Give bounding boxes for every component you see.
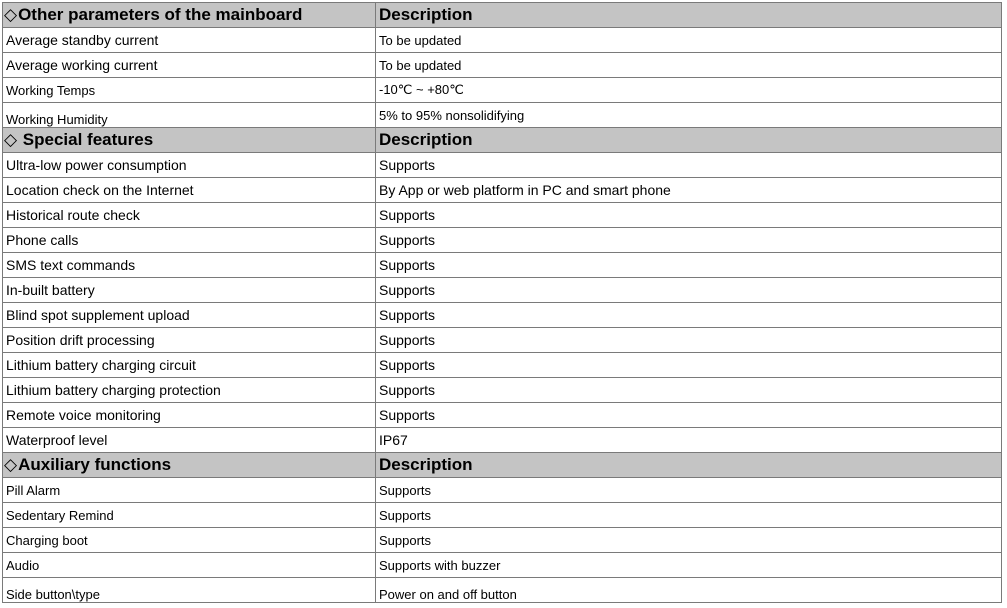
row-label: In-built battery bbox=[3, 278, 376, 303]
table-row bbox=[3, 353, 1002, 378]
row-label: Waterproof level bbox=[3, 428, 376, 453]
table-row bbox=[3, 553, 1002, 578]
section-header-auxiliary-functions bbox=[3, 453, 1002, 478]
diamond-icon: ◇ bbox=[4, 130, 18, 149]
row-label: Lithium battery charging circuit bbox=[3, 353, 376, 378]
description-header: Description bbox=[376, 3, 1002, 28]
table-row bbox=[3, 303, 1002, 328]
table-row bbox=[3, 503, 1002, 528]
row-value: Supports bbox=[376, 228, 1002, 253]
table-row bbox=[3, 328, 1002, 353]
row-label: Location check on the Internet bbox=[3, 178, 376, 203]
table-row bbox=[3, 228, 1002, 253]
row-value: Supports bbox=[376, 203, 1002, 228]
table-row bbox=[3, 478, 1002, 503]
table-row bbox=[3, 528, 1002, 553]
row-label: Average standby current bbox=[3, 28, 376, 53]
diamond-icon: ◇ bbox=[4, 455, 18, 474]
table-row bbox=[3, 103, 1002, 128]
row-label: Side button\type bbox=[3, 578, 376, 603]
row-label: SMS text commands bbox=[3, 253, 376, 278]
row-value: Supports bbox=[376, 253, 1002, 278]
row-value: -10℃ ~ +80℃ bbox=[376, 78, 1002, 103]
spec-table bbox=[2, 2, 1002, 603]
row-label: Average working current bbox=[3, 53, 376, 78]
row-value: By App or web platform in PC and smart phone bbox=[376, 178, 1002, 203]
row-label: Position drift processing bbox=[3, 328, 376, 353]
table-row bbox=[3, 53, 1002, 78]
row-label: Lithium battery charging protection bbox=[3, 378, 376, 403]
section-title: Other parameters of the mainboard bbox=[18, 5, 303, 24]
row-label: Charging boot bbox=[3, 528, 376, 553]
row-label: Working Temps bbox=[3, 78, 376, 103]
row-label: Audio bbox=[3, 553, 376, 578]
description-header: Description bbox=[376, 453, 1002, 478]
diamond-icon: ◇ bbox=[4, 5, 18, 24]
table-row bbox=[3, 28, 1002, 53]
row-label: Working Humidity bbox=[3, 103, 376, 128]
row-value: Supports bbox=[376, 503, 1002, 528]
row-value: To be updated bbox=[376, 28, 1002, 53]
row-value: Supports bbox=[376, 378, 1002, 403]
row-label: Blind spot supplement upload bbox=[3, 303, 376, 328]
row-value: Supports bbox=[376, 278, 1002, 303]
row-label: Pill Alarm bbox=[3, 478, 376, 503]
row-label: Remote voice monitoring bbox=[3, 403, 376, 428]
table-row bbox=[3, 78, 1002, 103]
row-label: Historical route check bbox=[3, 203, 376, 228]
section-header-special-features bbox=[3, 128, 1002, 153]
table-row bbox=[3, 253, 1002, 278]
row-value: Supports bbox=[376, 303, 1002, 328]
row-value: Supports bbox=[376, 328, 1002, 353]
table-row bbox=[3, 378, 1002, 403]
spec-sheet bbox=[2, 2, 1001, 603]
section-title-cell bbox=[3, 128, 376, 153]
row-value: 5% to 95% nonsolidifying bbox=[376, 103, 1002, 128]
row-value: Supports bbox=[376, 528, 1002, 553]
table-row bbox=[3, 578, 1002, 603]
section-title: Special features bbox=[18, 130, 154, 149]
section-title-cell bbox=[3, 3, 376, 28]
table-row bbox=[3, 403, 1002, 428]
row-value: Supports bbox=[376, 403, 1002, 428]
row-value: IP67 bbox=[376, 428, 1002, 453]
row-value: Power on and off button bbox=[376, 578, 1002, 603]
row-value: Supports with buzzer bbox=[376, 553, 1002, 578]
row-label: Ultra-low power consumption bbox=[3, 153, 376, 178]
table-row bbox=[3, 278, 1002, 303]
section-title-cell bbox=[3, 453, 376, 478]
row-value: To be updated bbox=[376, 53, 1002, 78]
table-row bbox=[3, 178, 1002, 203]
row-value: Supports bbox=[376, 478, 1002, 503]
description-header: Description bbox=[376, 128, 1002, 153]
section-title: Auxiliary functions bbox=[18, 455, 172, 474]
table-row bbox=[3, 428, 1002, 453]
table-row bbox=[3, 153, 1002, 178]
row-label: Sedentary Remind bbox=[3, 503, 376, 528]
section-header-mainboard bbox=[3, 3, 1002, 28]
row-value: Supports bbox=[376, 353, 1002, 378]
table-row bbox=[3, 203, 1002, 228]
row-value: Supports bbox=[376, 153, 1002, 178]
row-label: Phone calls bbox=[3, 228, 376, 253]
